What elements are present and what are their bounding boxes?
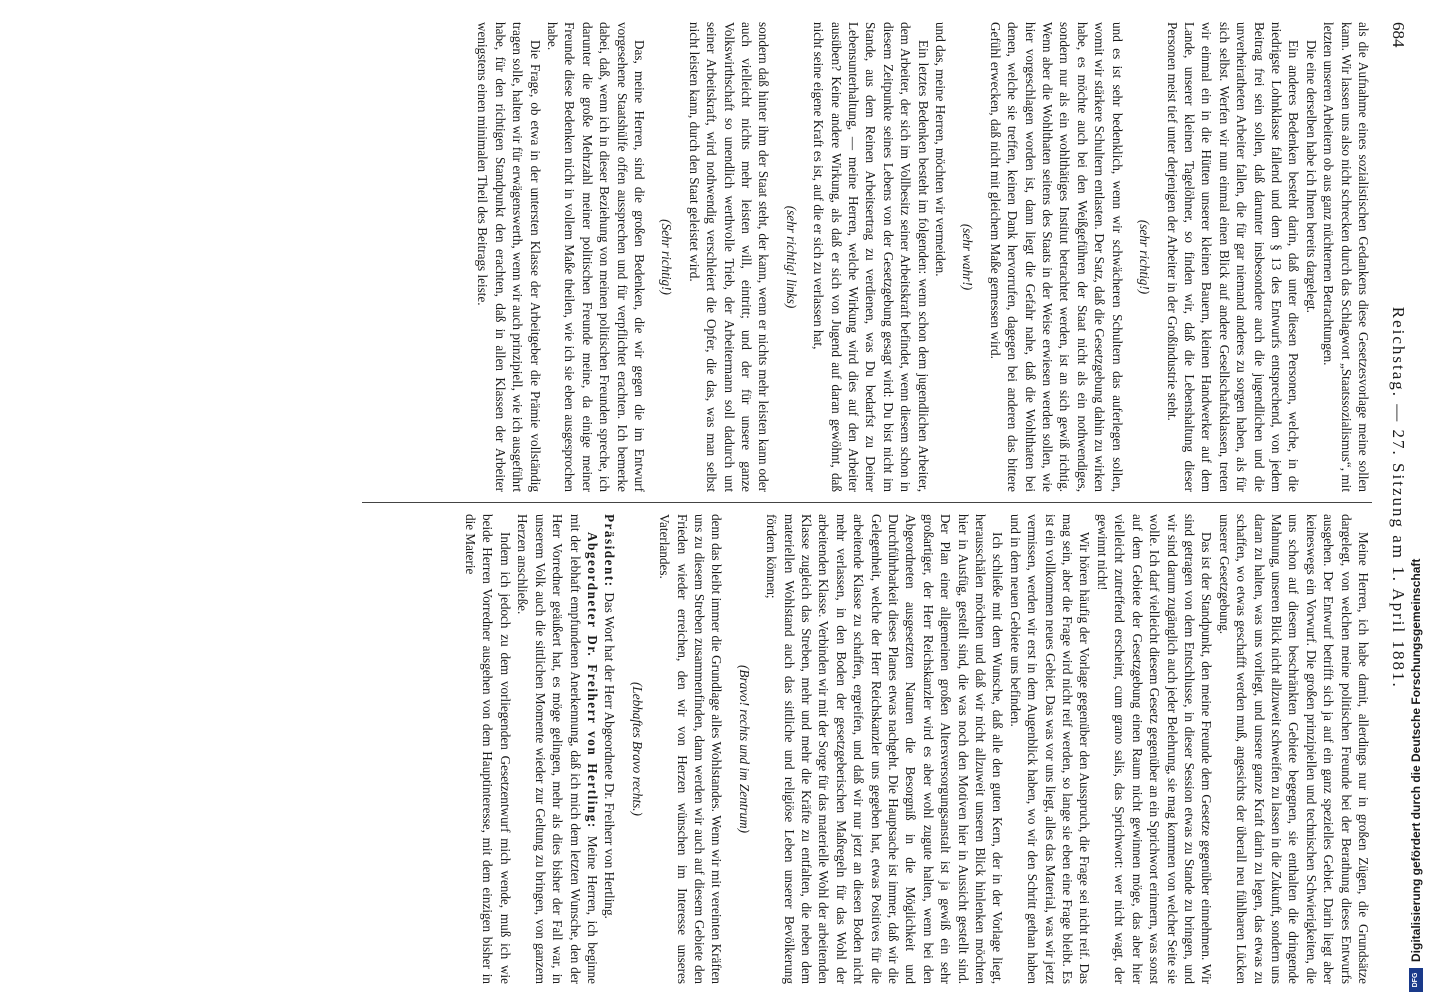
interjection: (sehr richtig! links) <box>783 205 799 309</box>
paragraph-text: Die Frage, ob etwa in der untersten Klasse der Arbeitgeber die Prämie vollständig tragen solle, halten wir für erwägenswerth, wenn wir auch prinzipiell, wie ich ausgeführt habe, für den richtigen Standpunkt den erachten, daß in allen Klassen der Arbeiter wenigstens einen minimalen Theil des Beitrags leiste. <box>475 22 543 492</box>
column-divider <box>362 502 1372 503</box>
paragraph <box>656 514 726 984</box>
paragraph <box>544 22 648 492</box>
paragraph-text: Ein anderes Bedenken besteht darin, daß unter diesen Personen, welche, in die niedrigste Lohnklasse fallend und dem § 13 des Entwurfs entsprechend, von jedem Beitrag frei sein sollen, daß darunter insbesondere auch die jugendlichen und die unverheiratheten Arbeiter fallen, die für gar niemand anderes zu sorgen haben, als für sich selbst. Werfen wir nun einmal einen Blick auf andere Gesellschaftsklassen, treten wir einmal ein in die Hütten unserer kleinen Bauern, kleinen Handwerker auf dem Lande, unserer kleinen Tagelöhner, so finden wir, daß die Lebenshaltung dieser Personen meist tief unter derjenigen der Arbeiter in der Großindustrie steht. <box>1164 22 1302 492</box>
paragraph <box>514 514 601 984</box>
paragraph <box>1302 22 1319 492</box>
page-number: 684 <box>1389 22 1408 48</box>
interjection: (Lebhaftes Bravo rechts.) <box>629 682 645 816</box>
interjection: (sehr richtig!) <box>1137 219 1153 295</box>
page-title: Reichstag. — 27. Sitzung am 1. April 1881. <box>1389 306 1408 689</box>
right-column <box>462 514 1372 984</box>
paragraph-text: Wir hören häufig der Vorlage gegenüber den Ausspruch, die Frage sei nicht reif. Das mag sein, aber die Frage wird nicht reif werden, so lange sie eben eine Frage bleibt. Es ist ein vollkommen neues Gebiet. Das was vor uns liegt, alles das Material, was wir jetzt vermissen, werden wir erst in dem Augenblick haben, wo wir den Schritt gethan haben und in dem neuen Gebiete uns befinden. <box>1007 514 1093 984</box>
paragraph-text: sondern daß hinter ihm der Staat steht, der kann, wenn er nichts mehr leisten kann oder auch vielleicht nichts mehr leisten will, eintritt; und der für unsere ganze Volkswirthschaft so unendlich werthvolle Trieb, der Arbeitermann soll dadurch unt seiner Arbeitskraft, wird nothwendig verschleiert die Opfer, die das, was man selbst nicht leisten kann, durch den Staat geleistet wird. <box>686 22 772 492</box>
paragraph <box>474 22 544 492</box>
paragraph-text: denn das bleibt immer die Grundlage alles Wohlstandes. Wenn wir mit vereinten Kräften uns zu diesem Streben zusammenfinden, dann werden wir auch auf diesem Gebiete den Frieden wieder erreichen, den wir von Herzen wünschen im Interesse unseres Vaterlandes. <box>657 514 725 984</box>
speaker-name: Abgeordneter Dr. Freiherr von Hertling: <box>584 532 600 836</box>
footer-strip <box>1407 8 1425 992</box>
paragraph-text: Indem ich jedoch zu dem vorliegenden Gesetzentwurf mich wende, muß ich wie beide Herren Vorredner ausgehen von dem Hauptinteresse, mit dem einzigen bisher in die Materie <box>463 514 513 984</box>
paragraph <box>462 514 514 984</box>
paragraph <box>1163 22 1302 492</box>
paragraph <box>810 22 932 492</box>
paragraph <box>932 22 949 492</box>
paragraph-text: und es ist sehr bedenklich, wenn wir schwächeren Schultern das auferlegen sollen, womit wir stärkere Schultern entlasten. Der Satz, daß die Gesetzgebung dahin zu wirken habe, es möchte auch bei den Weißgeführen der Staat nicht als ein nothwendiges, sondern nur als ein wohlthätiges Institut betrachtet werden, ist an sich gewiß richtig. Wenn aber die Wohlthaten seitens des Staats in der Weise erwiesen werden sollen, wie hier vorgeschlagen worden ist, dann liegt die Gefahr nahe, daß die Wohlthaten bei denen, welche sie treffen, keinen Dank hervorrufen, dagegen bei anderen das bittere Gefühl erwecken, daß nicht mit gleichem Maße gemessen wird. <box>987 22 1125 492</box>
paragraph-text: Ich schließe mit dem Wunsche, daß alle den guten Kern, der in der Vorlage liegt, herausschälen möchten und daß wir nicht allzuweit unseren Blick hinlenken möchten hier in Ausfüg, gestellt sind, die was noch den Motiven hier in Aussicht gestellt sind. Der Plan einer allgemeinen großen Altersversorgungsanstalt ist ja gewiß ein sehr großartiger, der Herr Reichskanzler wird es aber wohl zugute halten, wenn bei den Abgeordneten ausgesetzten Naturen die Besorgniß in die Möglichkeit und Durchführbarkeit dieses Planes etwas nachgeht. Die Hauptsache ist immer, daß wir die Gelegenheit, welche der Herr Reichskanzler uns gegeben hat, etwas Positives für die arbeitende Klasse zu schaffen, ergreifen, und daß wir nur jetzt an diesen Boden nicht mehr verlassen, in den Boden der gesetzgeberischen Maßregeln für das Wohl der arbeitenden Klasse. Verbinden wir mit der Sorge für das materielle Wohl der arbeitenden Klasse zugleich das Streben, mehr und mehr die Kräfte zu entfalten, die neben dem materiellen Wohlstand auch das sittliche und religiöse Leben unserer Bevölkerung fördern können; <box>764 514 1006 984</box>
dfg-logo-icon: DFG <box>1409 968 1423 992</box>
paragraph-text: Das ist der Standpunkt, den meine Freunde dem Gesetze gegenüber einnehmen. Wir sind getragen von dem Entschlusse, in dieser Session etwas zu Stande zu bringen, und wir sind darum zugänglich auch jeder Belehrung, sie mag kommen von welcher Seite sie wolle. Ich darf vielleicht diesem Gesetz gegenüber an ein Sprichwort erinnern, was sonst auf dem Gebiete der Gesetzgebung einen Raum nicht gewinnen möge, das aber hier vielleicht zutreffend erscheint, cum grano salis, das Sprichwort: wer nicht wagt, der gewinnt nicht! <box>1094 514 1215 984</box>
paragraph <box>685 22 772 492</box>
paragraph-text: Das Wort hat der Herr Abgeordnete Dr. Freiherr von Hertling. <box>602 592 618 919</box>
paragraph-text: Meine Herren, ich beginne mit der lebhaft empfundenen Anerkennung, daß ich mich dem letzten Wunsche, den der Herr Vorredner geäußert hat, es möge gelingen, mehr als dies bisher der Fall war, in unserem Volk auch die sittlichen Momente wieder zur Geltung zu bringen, von ganzem Herzen anschließe. <box>515 514 600 984</box>
speaker-name: Präsident: <box>602 514 618 593</box>
paragraph <box>1094 514 1216 984</box>
paragraph <box>1006 514 1093 984</box>
paragraph-text: Ein letztes Bedenken besteht im folgenden: wenn schon dem jugendlichen Arbeiter, dem Arbeiter, der sich im Vollbesitz seiner Arbeitskraft befindet, wenn diesem schon in diesem Zeitpunkte seines Lebens von der Gesetzgebung gesagt wird: Du bist nicht im Stande, aus dem Reinen Arbeitsertrag zu verdienen, was Du bedarfst zu Deiner Lebensunterhaltung, — meine Herren, welche Wirkung wird dies auf den Arbeiter ausüben? Keine andere Wirkung, als daß er sich von Jugend auf daran gewöhnt, daß nicht seine eigene Kraft es ist, auf die er sich zu verlassen hat, <box>811 22 931 492</box>
paragraph-text: und das, meine Herren, möchten wir vermeiden. <box>933 22 949 277</box>
interjection: (Sehr richtig!) <box>659 219 675 295</box>
paragraph-text: Das, meine Herren, sind die großen Bedenken, die wir gegen die im Entwurf vorgesehene Staatshülfe offen aussprechen und für verpflichtet erachten. Ich bemerke dabei, daß, wenn ich in dieser Beziehung von meinen politischen Freunden spreche, ich darunter die große Mehrzahl meiner politischen Freunde meine, da einige meiner Freunde diese Bedenken nicht in vollem Maße theilen, wie ich sie eben ausgesprochen habe. <box>544 22 647 492</box>
paragraph <box>1215 514 1372 984</box>
paragraph-text: als die Aufnahme eines sozialistischen Gedankens diese Gesetzesvorlage meine sollen kann. Wir lassen uns also nicht schrecken durch das Schlagwort „Staatssozialismus“, mit letzten unseren Arbeitern ob aus ganz nüchternen Betrachtungen. <box>1321 22 1371 492</box>
paragraph <box>763 514 1007 984</box>
interjection: (Bravo! rechts und im Zentrum) <box>736 665 752 833</box>
paragraph-text: Meine Herren, ich habe damit, allerdings nur in großen Zügen, die Grundsätze dargelegt, von welchen meine politischen Freunde bei der Berathung dieses Entwurfs ausgehen. Der Entwurf betrifft sich ja auf ein ganz spezielles Gebiet. Darin liegt aber keineswegs ein Vorwurf. Die großen prinzipiellen und technischen Schwierigkeiten, die uns schon auf diesem beschränkten Gebiete begegnen, sie enthalten die dringende Mahnung, unseren Blick nicht allzuweit schweifen zu lassen in die Zukunft, sondern uns daran zu halten, was uns vorliegt, und unsere ganze Kraft darin zu legen, das etwas zu schaffen, wo etwas geschafft werden muß, angesichts der überall neu fühlbaren Lücken unserer Gesetzgebung. <box>1216 514 1371 984</box>
paragraph-text: Die eine derselben habe ich Ihnen bereits dargelegt. <box>1303 40 1319 313</box>
paragraph <box>986 22 1125 492</box>
left-column <box>474 22 1372 492</box>
footer-credit: Digitalisierung gefördert durch die Deutsche Forschungsgemeinschaft <box>1409 558 1423 962</box>
paragraph <box>601 514 618 984</box>
page-header <box>1382 22 1408 978</box>
paragraph <box>1320 22 1372 492</box>
interjection: (sehr wahr!) <box>960 223 976 291</box>
